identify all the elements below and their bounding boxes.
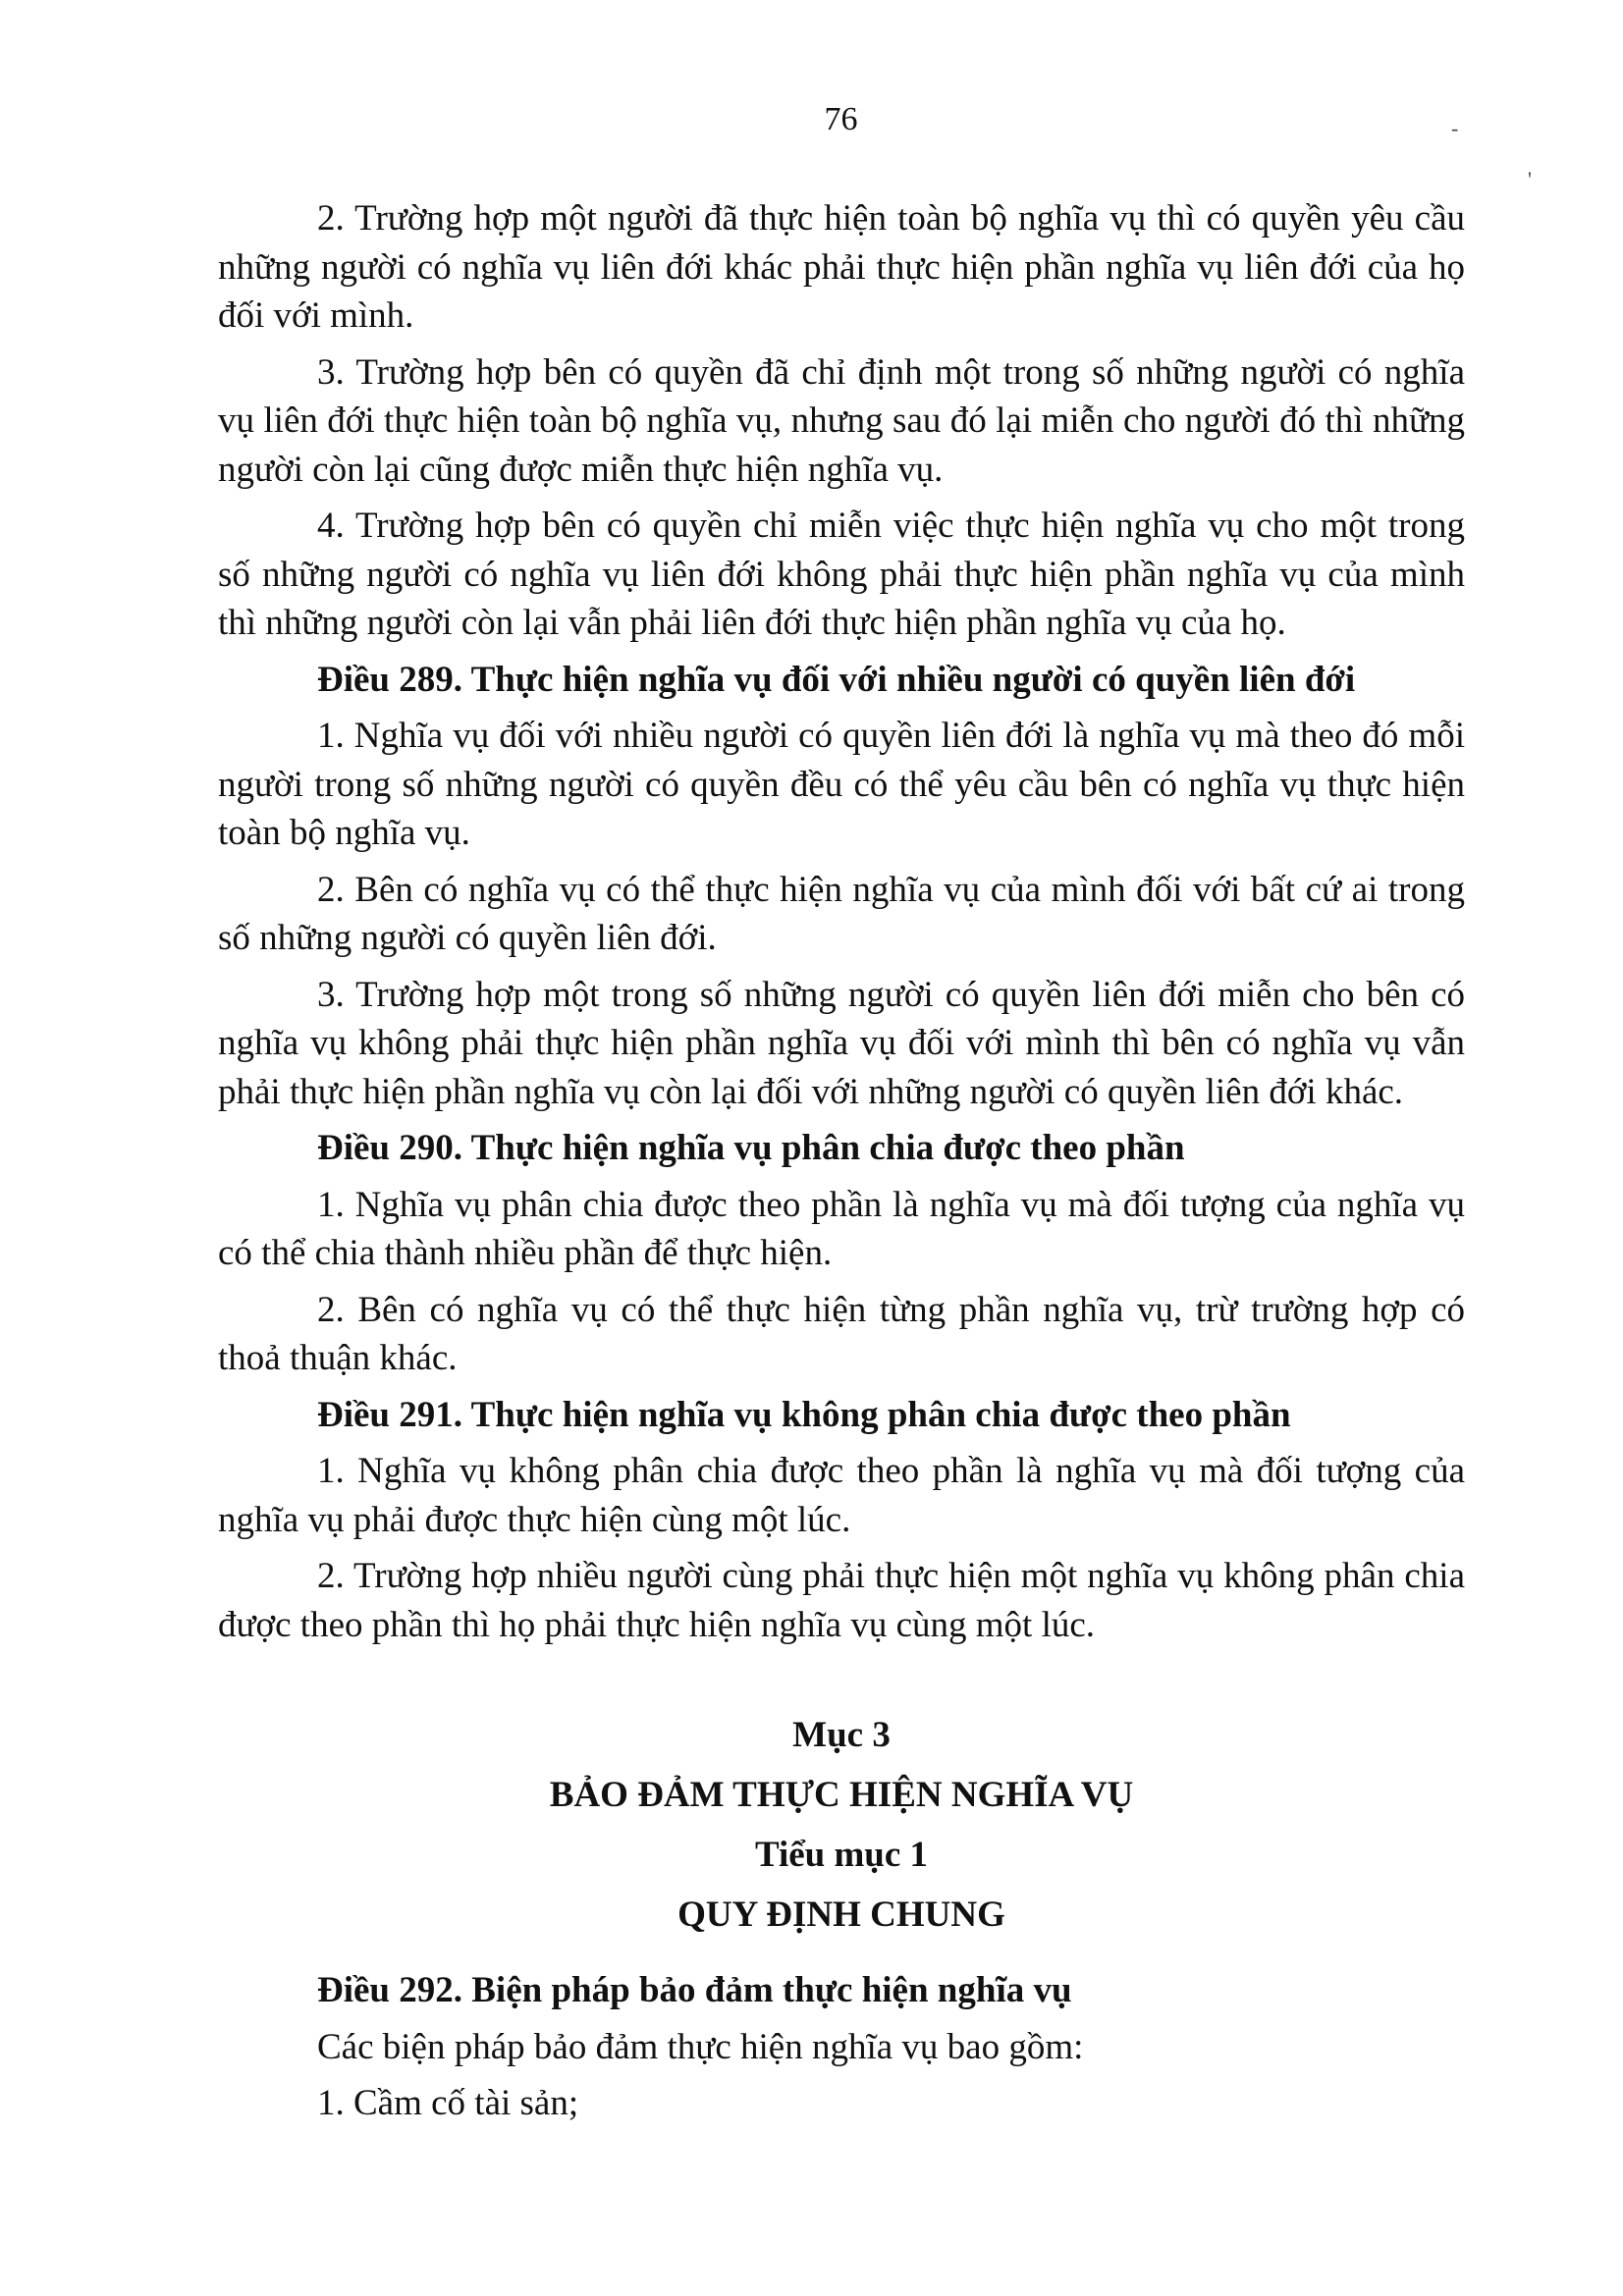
paragraph: 4. Trường hợp bên có quyền chỉ miễn việc thực hiện nghĩa vụ cho một trong số những người có nghĩa vụ liên đới không phải thực hiện phần nghĩa vụ của mình thì những người còn lại vẫn phải liên đới thực hiện phần nghĩa vụ của họ. (218, 506, 1465, 643)
paragraph: 1. Nghĩa vụ đối với nhiều người có quyền liên đới là nghĩa vụ mà theo đó mỗi người trong số những người có quyền đều có thể yêu cầu bên có nghĩa vụ thực hiện toàn bộ nghĩa vụ. (218, 716, 1465, 853)
paragraph: 2. Bên có nghĩa vụ có thể thực hiện nghĩa vụ của mình đối với bất cứ ai trong số những người có quyền liên đới. (218, 869, 1465, 958)
section-header (218, 1705, 1465, 1945)
article-heading: Điều 291. Thực hiện nghĩa vụ không phân chia được theo phần (317, 1394, 1291, 1435)
subsection-title: QUY ĐỊNH CHUNG (677, 1895, 1005, 1935)
scan-mark: - (1451, 116, 1459, 140)
list-item: 1. Cầm cố tài sản; (317, 2083, 579, 2123)
paragraph: 3. Trường hợp một trong số những người có quyền liên đới miễn cho bên có nghĩa vụ không phải thực hiện phần nghĩa vụ đối với mình thì bên có nghĩa vụ vẫn phải thực hiện phần nghĩa vụ còn lại đối với những người có quyền liên đới khác. (218, 974, 1465, 1112)
scan-mark: ' (1528, 167, 1532, 191)
paragraph: 2. Bên có nghĩa vụ có thể thực hiện từng phần nghĩa vụ, trừ trường hợp có thoả thuận khác. (218, 1289, 1465, 1378)
section-number: Mục 3 (792, 1715, 891, 1755)
document-body (218, 194, 1465, 2128)
paragraph: Các biện pháp bảo đảm thực hiện nghĩa vụ bao gồm: (317, 2026, 1084, 2067)
subsection-number: Tiểu mục 1 (754, 1835, 929, 1875)
section-title: BẢO ĐẢM THỰC HIỆN NGHĨA VỤ (549, 1775, 1134, 1815)
paragraph: 2. Trường hợp một người đã thực hiện toàn bộ nghĩa vụ thì có quyền yêu cầu những người có nghĩa vụ liên đới khác phải thực hiện phần nghĩa vụ liên đới của họ đối với mình. (218, 198, 1465, 336)
paragraph: 2. Trường hợp nhiều người cùng phải thực hiện một nghĩa vụ không phân chia được theo phần thì họ phải thực hiện nghĩa vụ cùng một lúc. (218, 1556, 1465, 1645)
paragraph: 1. Nghĩa vụ phân chia được theo phần là nghĩa vụ mà đối tượng của nghĩa vụ có thể chia thành nhiều phần để thực hiện. (218, 1184, 1465, 1273)
paragraph: 3. Trường hợp bên có quyền đã chỉ định một trong số những người có nghĩa vụ liên đới thực hiện toàn bộ nghĩa vụ, nhưng sau đó lại miễn cho người đó thì những người còn lại cũng được miễn thực hiện nghĩa vụ. (218, 351, 1465, 490)
paragraph: 1. Nghĩa vụ không phân chia được theo phần là nghĩa vụ mà đối tượng của nghĩa vụ phải được thực hiện cùng một lúc. (218, 1451, 1465, 1540)
page-number: 76 (824, 101, 858, 137)
article-heading: Điều 290. Thực hiện nghĩa vụ phân chia được theo phần (317, 1128, 1185, 1168)
article-heading: Điều 292. Biện pháp bảo đảm thực hiện nghĩa vụ (317, 1970, 1072, 2010)
article-heading: Điều 289. Thực hiện nghĩa vụ đối với nhiều người có quyền liên đới (317, 659, 1356, 700)
